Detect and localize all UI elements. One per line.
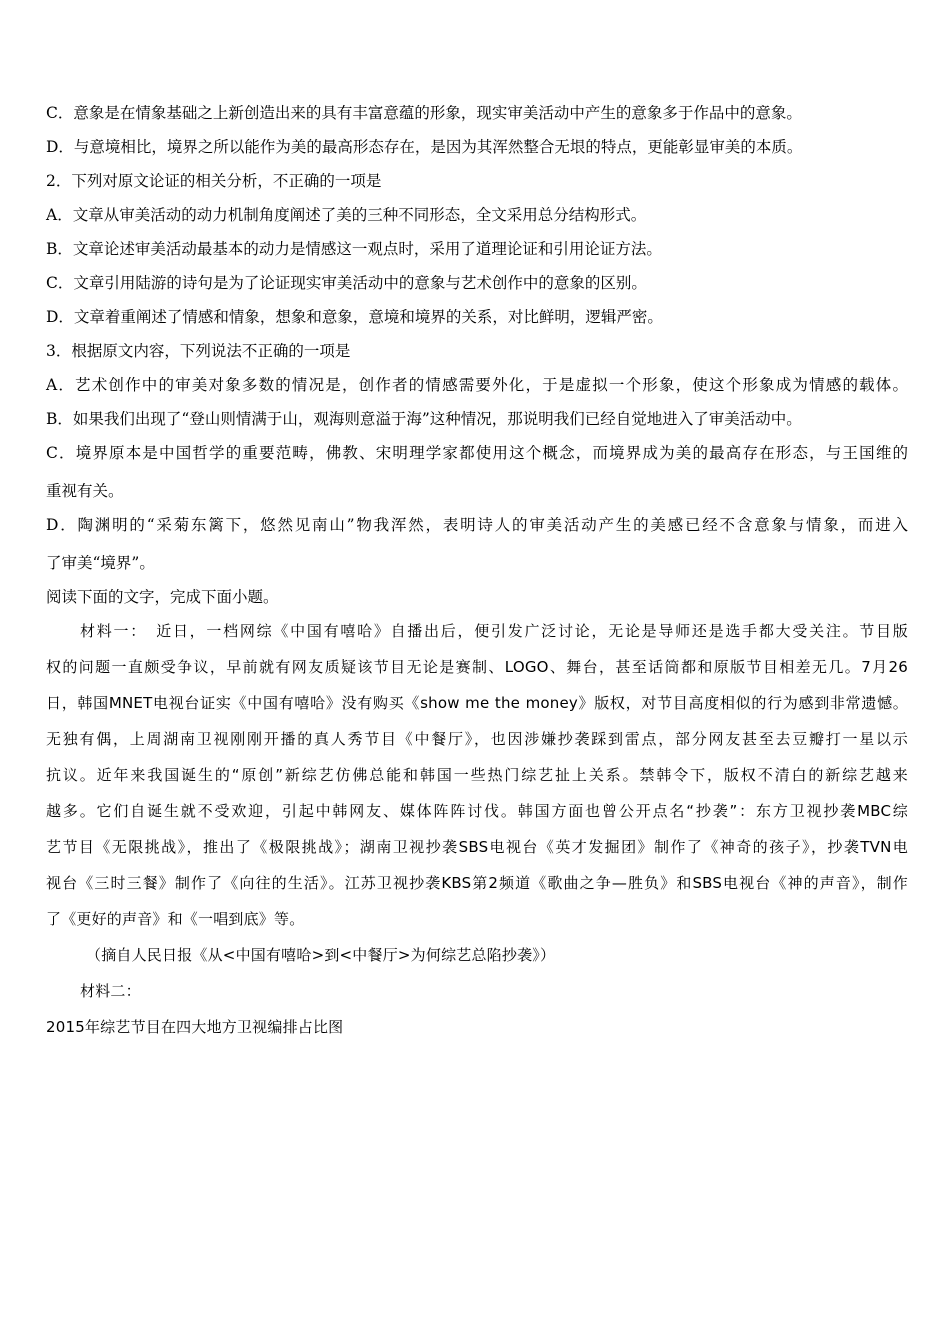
q2-option-c: C．文章引用陆游的诗句是为了论证现实审美活动中的意象与艺术创作中的意象的区别。 [46,274,647,292]
q2-option-a: A．文章从审美活动的动力机制角度阐述了美的三种不同形态，全文采用总分结构形式。 [46,206,647,224]
q3-option-c-cont: 重视有关。 [46,482,124,500]
material1-line: 越多。它们自诞生就不受欢迎，引起中韩网友、媒体阵阵讨伐。韩国方面也曾公开点名“抄袭”：东方卫视抄袭MBC综 [46,802,908,820]
material1-line: 艺节目《无限挑战》，推出了《极限挑战》；湖南卫视抄袭SBS电视台《英才发掘团》制作了《神奇的孩子》，抄袭TVN电 [46,838,908,856]
material1-line: 了《更好的声音》和《一唱到底》等。 [46,910,305,928]
q3-option-c: C．境界原本是中国哲学的重要范畴，佛教、宋明理学家都使用这个概念，而境界成为美的最高存在形态，与王国维的 [46,444,908,462]
q1-option-d: D．与意境相比，境界之所以能作为美的最高形态存在，是因为其浑然整合无垠的特点，更能彰显审美的本质。 [46,138,803,156]
material2-label: 材料二： [80,982,141,1000]
q3-option-b: B．如果我们出现了“登山则情满于山，观海则意溢于海”这种情况，那说明我们已经自觉地进入了审美活动中。 [46,410,802,428]
q2-option-d: D．文章着重阐述了情感和情象，想象和意象，意境和境界的关系，对比鲜明，逻辑严密。 [46,308,663,326]
q2-option-b: B．文章论述审美活动最基本的动力是情感这一观点时，采用了道理论证和引用论证方法。 [46,240,662,258]
material1-line: 材料一： 近日，一档网综《中国有嘻哈》自播出后，便引发广泛讨论，无论是导师还是选手都大受关注。节目版 [80,622,908,640]
material1-line: 无独有偶，上周湖南卫视刚刚开播的真人秀节目《中餐厅》，也因涉嫌抄袭踩到雷点，部分网友甚至去豆瓣打一星以示 [46,730,908,748]
q3-stem: 3．根据原文内容，下列说法不正确的一项是 [46,342,351,360]
material1-line: 抗议。近年来我国诞生的“原创”新综艺仿佛总能和韩国一些热门综艺扯上关系。禁韩令下，版权不清白的新综艺越来 [46,766,908,784]
material1-line: 权的问题一直颇受争议，早前就有网友质疑该节目无论是赛制、LOGO、舞台，甚至话筒都和原版节目相差无几。7月26 [46,658,908,676]
material1-line: 日，韩国MNET电视台证实《中国有嘻哈》没有购买《show me the money》版权，对节目高度相似的行为感到非常遗憾。 [46,694,908,712]
reading-instruction: 阅读下面的文字，完成下面小题。 [46,588,279,606]
q3-option-a: A．艺术创作中的审美对象多数的情况是，创作者的情感需要外化，于是虚拟一个形象，使这个形象成为情感的载体。 [46,376,908,394]
material1-line: 视台《三时三餐》制作了《向往的生活》。江苏卫视抄袭KBS第2频道《歌曲之争—胜负》和SBS电视台《神的声音》，制作 [46,874,908,892]
q3-option-d-cont: 了审美“境界”。 [46,554,155,572]
chart-caption: 2015年综艺节目在四大地方卫视编排占比图 [46,1018,344,1036]
q2-stem: 2．下列对原文论证的相关分析，不正确的一项是 [46,172,382,190]
q3-option-d: D．陶渊明的“采菊东篱下，悠然见南山”物我浑然，表明诗人的审美活动产生的美感已经不含意象与情象，而进入 [46,516,908,534]
q1-option-c: C．意象是在情象基础之上新创造出来的具有丰富意蕴的形象，现实审美活动中产生的意象多于作品中的意象。 [46,104,802,122]
material1-source: （摘自人民日报《从<中国有嘻哈>到<中餐厅>为何综艺总陷抄袭》） [86,946,556,964]
